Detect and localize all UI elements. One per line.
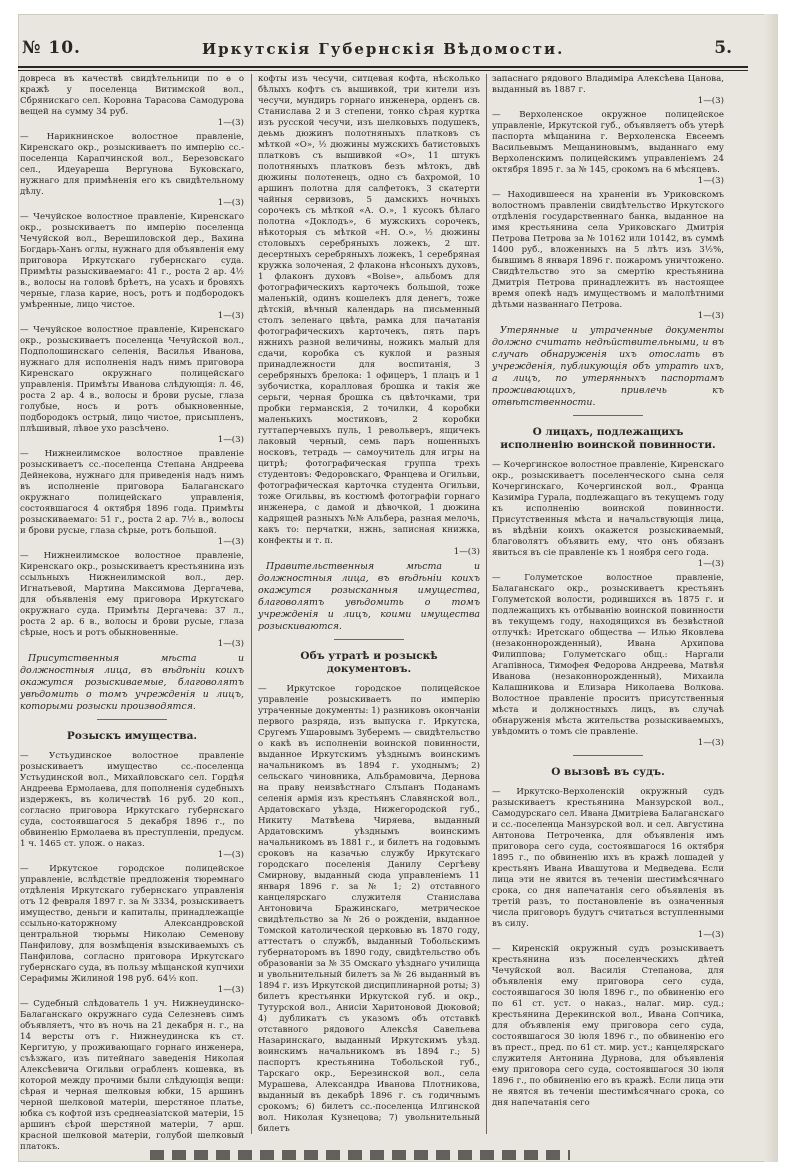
issue-marker: 1—(3) <box>697 930 724 940</box>
section-separator <box>334 639 404 640</box>
article-paragraph: — Иркутское городское полицейское управленіе розыскиваетъ по имперію утраченные документы: 1) разниковъ окончаніи первого разряда, изъ выпуска г. Иркутска, Сругемъ Ушаровымъ Зуберемъ — свидѣтельство о какѣ въ исполненіи воинской повинности, выданное Иркутскимъ уѣзднымъ воинскимъ начальникомъ въ 1894 г. уходнымъ; 2) сельскаго чиновника, Альбрамовича, Дернова на праву неизвѣстнаго Слъпанъ Поданамъ селенія армія изъ крестьянъ Славянской вол., Ардатовскаго уѣзда, Нижегородской губ., Никиту Матвѣева Чиряева, выданный Ардатовскимъ уѣзднымъ воинскимъ начальникомъ въ 1881 г., и билетъ на годовымъ сроковъ на казачью службу Иркутскаго городскаго поселенія Данилу Сергѣеву Смирнову, выданный сюда управленіемъ 11 января 1896 г. за № 1; 2) отставного канцелярскаго служителя Станислава Антоновича Бражинскаго, метрическое свидѣтельство за № 26 о рожденіи, выданное Томской католической церковью въ 1870 году, аттестатъ о службѣ, выданный Тобольскимъ губернаторомъ въ 1890 году, свидѣтельство объ образованіи за № 35 Омскаго уѣзднаго училища и увольнительный билетъ за № 26 выданный въ 1894 г. изъ Иркутской дисциплинарной роты; 3) билетъ крестьянки Иркутской губ. и окр., Тутурской вол., Анисіи Харитоновой Дюковой; 4) дубликатъ съ указомъ объ отставкѣ отставного рядового Алексѣя Савельева Назаринскаго, выданный Иркутскимъ уѣзд. воинскимъ начальникомъ въ 1894 г.; 5) паспортъ крестьянина Тобольской губ., Тарскаго окр., Березинской вол., села Мурашева, Александра Иванова Плотникова, выданный въ декабрѣ 1896 г. съ годичнымъ срокомъ; 6) билетъ сс.-поселенца Илгинской вол. Николая Кузнецова; 7) увольнительный билетъ <box>258 684 480 1134</box>
article-paragraph: — Кочергинское волостное правленіе, Киренскаго окр., розыскиваетъ поселенческого сына селя Кочергинскаго, Кочергинской вол., Франца Казиміра Гурала, подлежащаго въ текущемъ году къ исполненію воинской повинности. Присутственныя мѣста и начальствующія лица, въ вѣдѣніи коихъ окажется розыскиваемый, благоволятъ объявить ему, что онъ обязанъ явиться въ сіе правленіе къ 1 ноября сего года. <box>492 460 724 558</box>
issue-marker: 1—(3) <box>697 311 724 321</box>
issue-marker: 1—(3) <box>217 311 244 321</box>
article-paragraph: — Нарикнинское волостное правленіе, Киренскаго окр., розыскиваетъ по имперію сс.-поселенца Карапчинской вол., Березовскаго сел., Идеуареша Вергунова Буковскаго, нужнаго для примѣненія его къ свидѣтельному дѣлу. <box>20 132 244 197</box>
page-number: 5. <box>714 38 732 58</box>
article-paragraph: — Иркутско-Верхоленскій окружный судъ разыскиваетъ крестьянина Манзурской вол., Самодурскаго сел. Ивана Дмитріева Балаганскаго и сс.-поселенца Манзурской вол. и сел. Августина Антонова Петроченка, для объявленія имъ приговора сего суда, состоявшагося 16 октября 1895 г., по обвиненію ихъ въ кражѣ лошадей у крестьянъ Ивана Ивашутова и Медведева. Если лица эти не явится въ теченіи шестимѣсячнаго срока, со дня напечатанія сего объявленія въ третій разъ, то постановленіе въ означенныя числа приговоръ будутъ считаться вступленными въ силу. <box>492 787 724 929</box>
article-paragraph: — Находившееся на храненіи въ Уриковскомъ волостномъ правленіи свидѣтельство Иркутского отдѣленія государственнаго банка, выданное на имя крестьянина села Уриковскаго Дмитрія Петрова Петрова за № 10162 или 10142, въ суммѣ 1400 руб., вложенныхъ на 5 лѣтъ изъ 3½%, бывшимъ 8 января 1896 г. пожаромъ уничтожено. Свидѣтельство это за смертію крестьянина Дмитрія Петрова принадлежитъ въ настоящее время опекѣ надъ имуществомъ и малолѣтними дѣтьми названнаго Петрова. <box>492 190 724 310</box>
issue-number: № 10. <box>22 38 81 58</box>
section-separator <box>573 415 643 416</box>
article-paragraph: — Верхоленское окружное полицейское управленіе, Иркутской губ., объявляетъ объ утерѣ паспорта мѣщанина г. Верхоленска Евсеемъ Васильевымъ Мещаниновымъ, выданнаго ему Верхоленскимъ полицейскимъ управленіемъ 24 октября 1895 г. за № 145, срокомъ на 6 мѣсяцевъ. <box>492 110 724 175</box>
bottom-edge-print <box>150 1150 570 1160</box>
article-paragraph: — Судебный слѣдователь 1 уч. Нижнеудинско-Балаганскаго окружнаго суда Селезневъ симъ объявляетъ, что въ ночь на 21 декабря н. г., на 14 версты отъ г. Нижнеудинска къ ст. Кергитую, у проживающаго горнаго инженера, съѣзжаго, изъ питейнаго заведенія Николая Алексѣевича Огильви ограбленъ кошевка, въ которой между прочими были слѣдующія вещи: сѣрая и черная шелковыя юбки, 15 аршинъ черной шелковой матеріи, шерстяное платье, юбка съ кофтой изъ среднеазіатской матеріи, 15 аршинъ сѣрой шерстяной матеріи, 7 арш. красной шелковой матеріи, голубой шелковый платокъ. <box>20 999 244 1152</box>
italic-notice: Утерянные и утраченные документы должно считать недѣйствительными, и въ случаѣ обнаруженія ихъ отослать въ учрежденія, публикующія объ утратѣ ихъ, а лицъ, по утерянныхъ паспортамъ проживающихъ, привлечь къ отвѣтственности. <box>492 325 724 408</box>
issue-marker: 1—(3) <box>217 850 244 860</box>
article-paragraph: кофты изъ чесучи, ситцевая кофта, нѣсколько бѣлыхъ кофтъ съ вышивкой, три кители изъ чесучи, мундиръ горнаго инженера, орденъ св. Станислава 2 и 3 степени, тонко сѣрая куртка изъ русской чесучи, изъ шелковыхъ подушекъ, деьмь дюжинъ полотняныхъ платковъ съ мѣткой «О», ½ дюжины мужскихъ батистовыхъ платковъ съ вышивкой «О», 11 штукъ полотняныхъ платковъ безъ мѣтокъ, двѣ дюжины полотенецъ, одно съ бахромой, 10 аршинъ полотна для салфетокъ, 3 скатерти чайныя сервизовъ, 5 дамскихъ ночныхъ сорочекъ съ мѣткой «А. О.», 1 кусокъ бѣлаго полотна «Доклодъ», 6 мужскихъ сорочекъ, нѣкоторыя съ мѣткой «Н. О.», ½ дюжины столовыхъ серебряныхъ ложекъ, 2 шт. десертныхъ серебряныхъ ложекъ, 1 серебряная кружка золоченая, 2 флакона нѣсоныхъ духовъ, 1 флаконъ духовъ «Boise», альбомъ для фотографическихъ карточекъ большой, тоже маленькій, одинъ кошелекъ для денегъ, тоже дѣтскій, вѣчный календарь на письменный столъ зеленаго цвѣта, рамка для пачатанія фотографическихъ карточекъ, пять паръ нжнихъ разной величины, ножикъ малый для сдачи, коробка съ куклой и разныя принадлежности для воспитанія, 3 серебряныхъ брелока: 1 офицеръ, 1 плацъ и 1 зубочистка, коралловая брошка и такія же серьги, черная брошка съ цвѣточками, три пробки германскія, 2 точилки, 4 коробки маленькихъ мостиковъ, 2 коробки гуттаперчевыхъ пуль, 1 револьверъ, ящичекъ лаковый черный, семь паръ ношенныхъ носковъ, тетрадь — самоучитель для игры на цитрѣ; фотографическая группа трехъ студентовъ: Федоровскаго, Францева и Огильви, фотографическая карточка студента Огильви, тоже Огильвы, въ костюмѣ фотографіи горнаго инженера, с дамой и дѣвочкой, 1 дюжина кадрящей разныхъ №№ Альбера, разная мелочь, какъ то: перчатки, нжнь, записная книжка, конфекты и т. п. <box>258 74 480 546</box>
issue-marker: 1—(3) <box>217 198 244 208</box>
section-heading: О вызовѣ въ судъ. <box>551 766 665 778</box>
page-header <box>22 38 738 66</box>
column-2 <box>258 74 480 1134</box>
newspaper-title: Иркутскія Губернскія Вѣдомости. <box>202 40 565 58</box>
article-paragraph: — Устьудинское волостное правленіе розыскиваетъ имущество сс.-поселенца Устьудинской вол., Михайловскаго сел. Гордѣя Андреева Ермолаева, для пополненія судебныхъ издержекъ, въ количествѣ 16 руб. 20 коп., согласно приговора Иркутскаго губернскаго суда, состоявшагося 5 декабря 1896 г., по обвиненію Ермолаева въ преступленіи, предусм. 1 ч. 1465 ст. улож. о наказ. <box>20 751 244 849</box>
issue-marker: 1—(3) <box>697 738 724 748</box>
italic-notice: Присутственныя мѣста и должностныя лица, въ вѣдѣніи коихъ окажутся розыскиваемые, благоволятъ увѣдомить о томъ учрежденія и лицъ, которыми розыски производятся. <box>20 653 244 712</box>
issue-marker: 1—(3) <box>217 435 244 445</box>
header-rule-thin <box>18 70 748 71</box>
section-heading: Розыскъ имущества. <box>66 730 198 742</box>
article-paragraph: — Иркутское городское полицейское управленіе, вслѣдствіе предложенія тюремнаго отдѣленія Иркутскаго губернскаго управленія отъ 12 февраля 1897 г. за № 3334, розыскиваетъ имущество, деньги и капиталы, принадлежащіе ссыльно-каторжному Александровской центральной тюрьмы Николаю Семенову Панфилову, для возмѣщенія взыскиваемыхъ съ Панфилова, согласно приговора Иркутскаго губернскаго суда, въ пользу мѣщанской купчихи Серафимы Жилиной 198 руб. 64½ коп. <box>20 864 244 984</box>
issue-marker: 1—(3) <box>217 118 244 128</box>
issue-marker: 1—(3) <box>697 559 724 569</box>
issue-marker: 1—(3) <box>697 176 724 186</box>
article-paragraph: довреса въ качествѣ свидѣтельници по ѳ о кражѣ у поселенца Витимской вол., Сбрянискаго сел. Коровна Тарасова Самодурова вещей на сумму 34 руб. <box>20 74 244 117</box>
section-separator <box>97 719 167 720</box>
issue-marker: 1—(3) <box>453 547 480 557</box>
issue-marker: 1—(3) <box>217 985 244 995</box>
section-separator <box>573 755 643 756</box>
issue-marker: 1—(3) <box>217 639 244 649</box>
column-3 <box>492 74 724 1134</box>
header-rule <box>18 66 748 68</box>
section-heading: Объ утратѣ и розыскѣ документовъ. <box>300 650 438 675</box>
section-heading: О лицахъ, подлежащихъ исполненію воинской повинности. <box>500 426 716 451</box>
article-paragraph: — Нижнеилимское волостное правленіе розыскиваетъ сс.-поселенца Степана Андреева Дейнекова, нужнаго для приведенія надъ нимъ въ исполненіе приговора Балаганскаго окружнаго полицейскаго управленія, состоявшагося 4 октября 1896 года. Примѣты розыскиваемаго: 51 г., роста 2 ар. 7½ в., волосы и брови русые, глаза сѣрые, ротъ большой. <box>20 449 244 536</box>
article-paragraph: — Голуметское волостное правленіе, Балаганскаго окр., розыскиваетъ крестьянъ Голуметской волости, родившихся въ 1875 г. и подлежащихъ къ отбыванію воинской повинности въ текущемъ году, находящихся въ безвѣстной отлучкѣ: Иретскаго общества — Илью Яковлева (незаконнорожденный), Ивана Архипова Филиппова; Голуметскаго общ.: Наргали Агапівноса, Тимофея Федорова Андреева, Матвѣя Иванова (незаконнорожденный), Михаила Калашникова и Елизара Николаева Волкова. Волостное правленіе проситъ присутственныя мѣста и должностныхъ лицъ, въ случаѣ обнаруженія мѣста жительства розыскиваемыхъ, увѣдомить о томъ сіе правленіе. <box>492 573 724 737</box>
issue-marker: 1—(3) <box>217 537 244 547</box>
column-divider <box>486 74 487 1134</box>
article-paragraph: — Чечуйское волостное правленіе, Киренскаго окр., розыскиваетъ по имперію поселенца Чечуйской вол., Верешиловской дер., Вахина Богдарь-Ханъ оглы, нужнаго для объявленія ему приговора Иркутскаго губернскаго суда. Примѣты разыскиваемаго: 41 г., роста 2 ар. 4½ в., волосы на головѣ брѣетъ, на усахъ и бровяхъ черные, глаза карие, носъ, ротъ и подбородокъ умѣренные, лицо чистое. <box>20 212 244 310</box>
article-paragraph: — Киренскій окружный судъ розыскиваетъ крестьянина изъ поселенческихъ дѣтей Чечуйской вол. Василія Степанова, для объявленія ему приговора сего суда, состоявшагося 30 іюля 1896 г., по обвиненію его по 61 ст. уст. о наказ., налаг. мир. суд.; крестьянина Дерекинской вол., Ивана Сопчика, для объявленія ему приговора сего суда, состоявшагося 30 іюля 1896 г., по обвиненію его въ прест., пред. по 61 ст. мир. уст.; канцелярскаго служителя Антонина Дурнова, для объявленія ему приговора сего суда, состоявшагося 30 іюля 1896 г., по обвиненію его въ кражѣ. Если лица эти не явятся въ теченіи шестимѣсячнаго срока, со дня напечатанія сего <box>492 944 724 1108</box>
column-divider <box>251 74 252 1134</box>
article-paragraph: запаснаго рядового Владиміра Алексѣева Цанова, выданный въ 1887 г. <box>492 74 724 95</box>
article-paragraph: — Чечуйское волостное правленіе, Киренскаго окр., розыскиваетъ поселенца Чечуйской вол., Подполошинскаго селенія, Василья Иванова, нужнаго для исполненія надъ нимъ приговора Киренскаго окружнаго полицейскаго управленія. Примѣты Иванова слѣдующія: л. 46, роста 2 ар. 4 в., волосы и брови русые, глаза голубые, носъ и ротъ обыкновенные, подбородокъ острый, лицо чистое, присыпленъ, плѣшивый, лѣвое ухо разсѣчено. <box>20 325 244 434</box>
column-1 <box>20 74 244 1152</box>
italic-notice: Правительственныя мѣста и должностныя лица, въ вѣдѣніи коихъ окажутся розысканныя имущества, благоволятъ увѣдомить о томъ учрежденія и лицъ, коими имущества розыскиваются. <box>258 561 480 632</box>
issue-marker: 1—(3) <box>697 96 724 106</box>
article-paragraph: — Нижнеилимское волостное правленіе, Киренскаго окр., розыскиваетъ крестьянина изъ ссыльныхъ Нижнеилимской вол., дер. Игнатьевой, Мартина Максимова Дергачева, для объявленія ему приговора Иркутскаго окружнаго суда. Примѣты Дергачева: 37 л., роста 2 ар. 6 в., волосы и брови русые, глаза сѣрые, носъ и ротъ обыкновенные. <box>20 551 244 638</box>
